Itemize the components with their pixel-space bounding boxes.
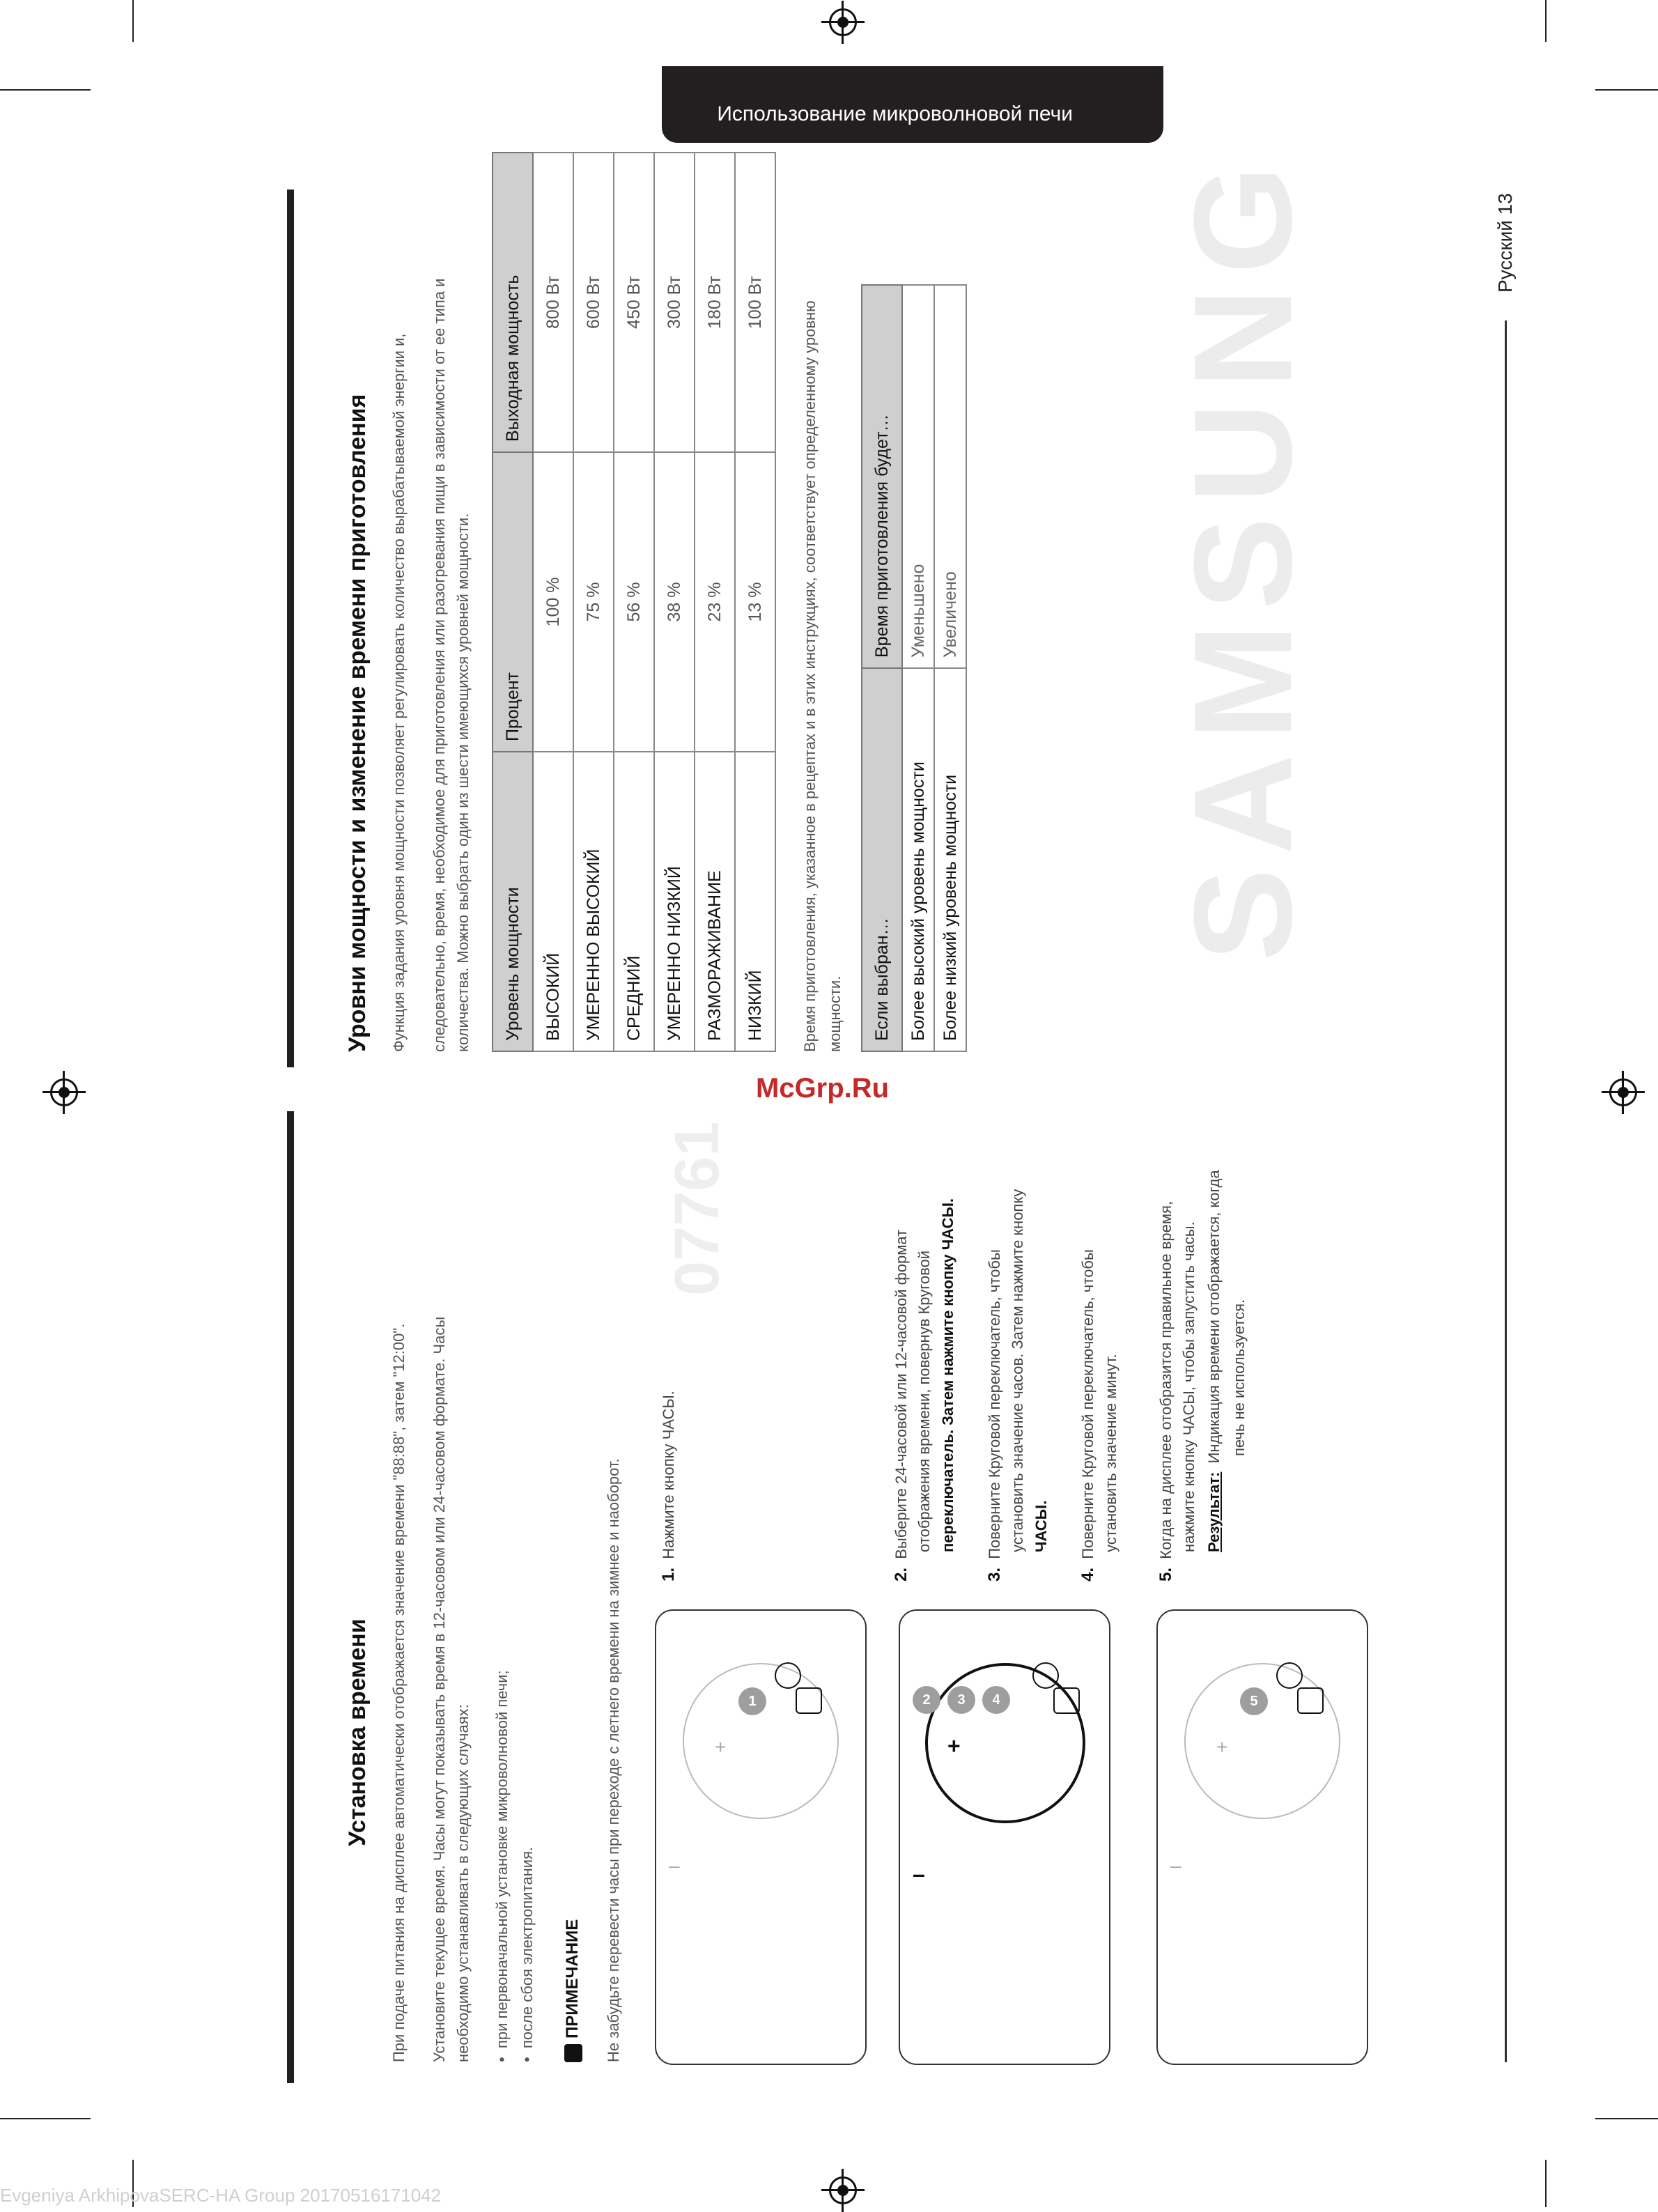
dial-minus: – [913,1862,925,1887]
table-row [573,153,614,1051]
registration-mark-icon [1609,1078,1637,1106]
power-intro-1: Функция задания уровня мощности позволяет регулировать количество вырабатываемой энергии и, [390,333,408,1052]
illustration-step-1 [655,1609,867,2065]
table-row [654,153,695,1051]
button-icon [796,1687,822,1714]
time-para2-line2: необходимо устанавливать в следующих случаях: [454,1704,472,2062]
table-cell: 56 % [614,452,654,752]
table-row [614,153,654,1051]
clock-button-icon [1032,1662,1059,1689]
step-badge: 1 [738,1687,766,1715]
step-badge: 5 [1240,1687,1268,1715]
table-header: Время приготовления будет… [862,285,902,668]
table-row [695,153,735,1051]
bullet-2: • после сбоя электропитания. [518,1846,536,2062]
cooking-time-table [861,284,967,1052]
section-bar [287,1111,294,2083]
table-cell: 100 Вт [735,153,775,452]
section-title-power: Уровни мощности и изменение времени приготовления [344,394,371,1052]
table-row [735,153,775,1051]
dial-minus: – [669,1855,680,1876]
note-icon [564,2044,582,2062]
dial-plus: + [947,1733,961,1758]
watermark-brand: SAMSUNG [1165,151,1321,961]
note-text: Не забудьте перевести часы при переходе с летнего времени на зимнее и наоборот. [605,1458,622,2062]
table-cell: УМЕРЕННО ВЫСОКИЙ [573,752,614,1051]
power-mid-1: Время приготовления, указанное в рецептах и в этих инструкциях, соответствует определенному уровню [801,300,819,1052]
clock-button-icon [1276,1662,1303,1689]
table-cell: 600 Вт [573,153,614,452]
time-intro: При подаче питания на дисплее автоматически отображается значение времени "88:88", затем "12:00". [390,1323,408,2062]
table-row [533,153,573,1051]
table-cell: 38 % [654,452,695,752]
note-heading: ПРИМЕЧАНИЕ [563,1919,582,2062]
crop-mark [1545,0,1547,42]
step-badge: 2 [913,1686,940,1714]
bottom-stamp: Evgeniya ArkhipovaSERC-HA Group 20170516171042 [0,2185,442,2206]
step-2: 2. Выберите 24-часовой или 12-часовой формат [892,1229,911,1581]
button-icon [1053,1687,1080,1714]
table-row [902,285,934,1051]
result-line2: печь не используется. [1230,1299,1248,1456]
footer-rule [1505,320,1507,2062]
dial-plus: + [1216,1736,1228,1758]
step-3-line3: ЧАСЫ. [1032,1500,1050,1552]
step-1: 1. Нажмите кнопку ЧАСЫ. [659,1391,678,1581]
table-cell: 800 Вт [533,153,573,452]
section-bar [287,190,294,1067]
power-intro-2: следовательно, время, необходимое для приготовления или разогревания пищи в зависимости от ее типа и [431,278,448,1052]
table-row [934,285,966,1051]
registration-mark-icon [50,1078,78,1106]
illustration-step-5 [1156,1609,1368,2065]
watermark-site: McGrp.Ru [756,1073,890,1104]
table-cell: 450 Вт [614,153,654,452]
table-header: Процент [493,452,533,752]
registration-mark-icon [829,2176,857,2204]
watermark-number: 07761 [663,1121,732,1296]
step-5: 5. Когда на дисплее отобразится правильное время, [1156,1200,1175,1581]
power-intro-3: количества. Можно выбрать один из шести имеющихся уровней мощности. [454,513,472,1052]
bullet-1: • при первоначальной установке микроволновой печи; [493,1670,511,2062]
table-cell: 100 % [533,452,573,752]
table-header: Если выбран… [862,668,902,1051]
table-cell: СРЕДНИЙ [614,752,654,1051]
table-cell: Увеличено [934,285,966,668]
table-cell: 23 % [695,452,735,752]
step-4-line2: установить значение минут. [1102,1354,1119,1552]
button-icon [1297,1687,1324,1714]
crop-mark [1595,89,1658,91]
power-mid-2: мощности. [826,975,844,1052]
step-5-line2: нажмите кнопку ЧАСЫ, чтобы запустить часы. [1180,1221,1198,1552]
step-3: 3. Поверните Круговой переключатель, чтобы [985,1249,1004,1581]
chapter-title: Использование микроволновой печи [717,102,1073,125]
table-cell: РАЗМОРАЖИВАНИЕ [695,752,735,1051]
step-3-line2: установить значение часов. Затем нажмите кнопку [1009,1189,1026,1552]
step-2-line2: отображения времени, повернув Круговой [915,1250,933,1552]
dial-plus: + [715,1736,727,1758]
table-cell: УМЕРЕННО НИЗКИЙ [654,752,695,1051]
crop-mark [0,89,91,91]
result-line1: Результат: Индикация времени отображается, когда [1205,1170,1223,1552]
power-table [492,152,776,1052]
table-header: Выходная мощность [493,153,533,452]
dial-minus: – [1170,1855,1181,1876]
table-cell: НИЗКИЙ [735,752,775,1051]
table-cell: Более низкий уровень мощности [934,668,966,1051]
table-cell: 13 % [735,452,775,752]
step-badge: 4 [982,1686,1010,1714]
table-cell: Более высокий уровень мощности [902,668,934,1051]
page-number: Русский 13 [1494,193,1516,293]
dial-icon [683,1663,839,1819]
crop-mark [0,2118,91,2119]
step-4: 4. Поверните Круговой переключатель, чтобы [1078,1249,1097,1581]
table-cell: ВЫСОКИЙ [533,752,573,1051]
dial-icon [1184,1663,1340,1819]
illustration-steps-2-4 [899,1609,1110,2065]
crop-mark [1545,2160,1547,2207]
time-para2-line1: Установите текущее время. Часы могут показывать время в 12-часовом или 24-часовом формате. Часы [431,1316,448,2062]
crop-mark [1595,2118,1658,2119]
chapter-tab [662,66,1163,143]
table-header: Уровень мощности [493,752,533,1051]
table-cell: 300 Вт [654,153,695,452]
table-cell: 180 Вт [695,153,735,452]
registration-mark-icon [829,8,857,36]
step-badge: 3 [947,1686,975,1714]
table-cell: 75 % [573,452,614,752]
section-title-time: Установка времени [344,1618,371,1846]
table-cell: Уменьшено [902,285,934,668]
crop-mark [132,0,134,42]
clock-button-icon [775,1662,801,1689]
step-2-line3: переключатель. Затем нажмите кнопку ЧАСЫ. [939,1198,956,1552]
